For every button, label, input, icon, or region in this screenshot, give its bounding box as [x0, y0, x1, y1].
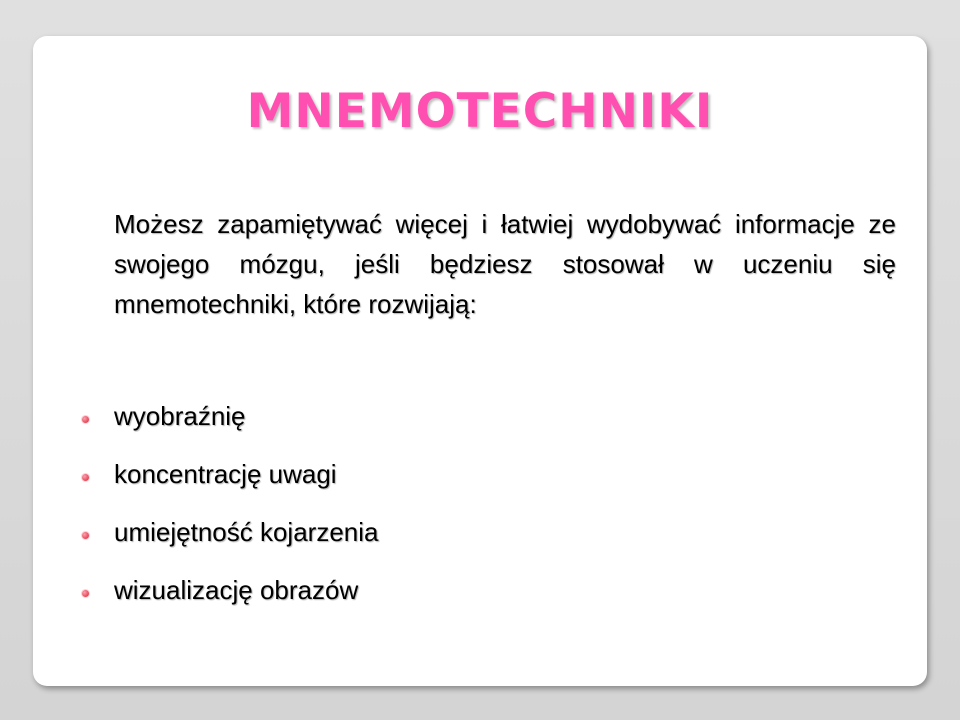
bullet-dot-icon — [82, 590, 89, 597]
intro-paragraph: Możesz zapamiętywać więcej i łatwiej wydobywać informacje ze swojego mózgu, jeśli będziesz stosował w uczeniu się mnemotechniki, które rozwijają: — [114, 209, 896, 319]
list-item — [78, 512, 778, 570]
list-item — [78, 570, 778, 628]
bullet-list — [78, 396, 778, 628]
bullet-text: umiejętność kojarzenia — [114, 517, 379, 547]
bullet-text: koncentrację uwagi — [114, 459, 337, 489]
bullet-text: wizualizację obrazów — [114, 575, 359, 605]
bullet-dot-icon — [82, 416, 89, 423]
list-item — [78, 454, 778, 512]
bullet-text: wyobraźnię — [114, 401, 246, 431]
bullet-dot-icon — [82, 532, 89, 539]
list-item — [78, 396, 778, 454]
slide-title: MNEMOTECHNIKI — [246, 84, 714, 139]
bullet-dot-icon — [82, 474, 89, 481]
